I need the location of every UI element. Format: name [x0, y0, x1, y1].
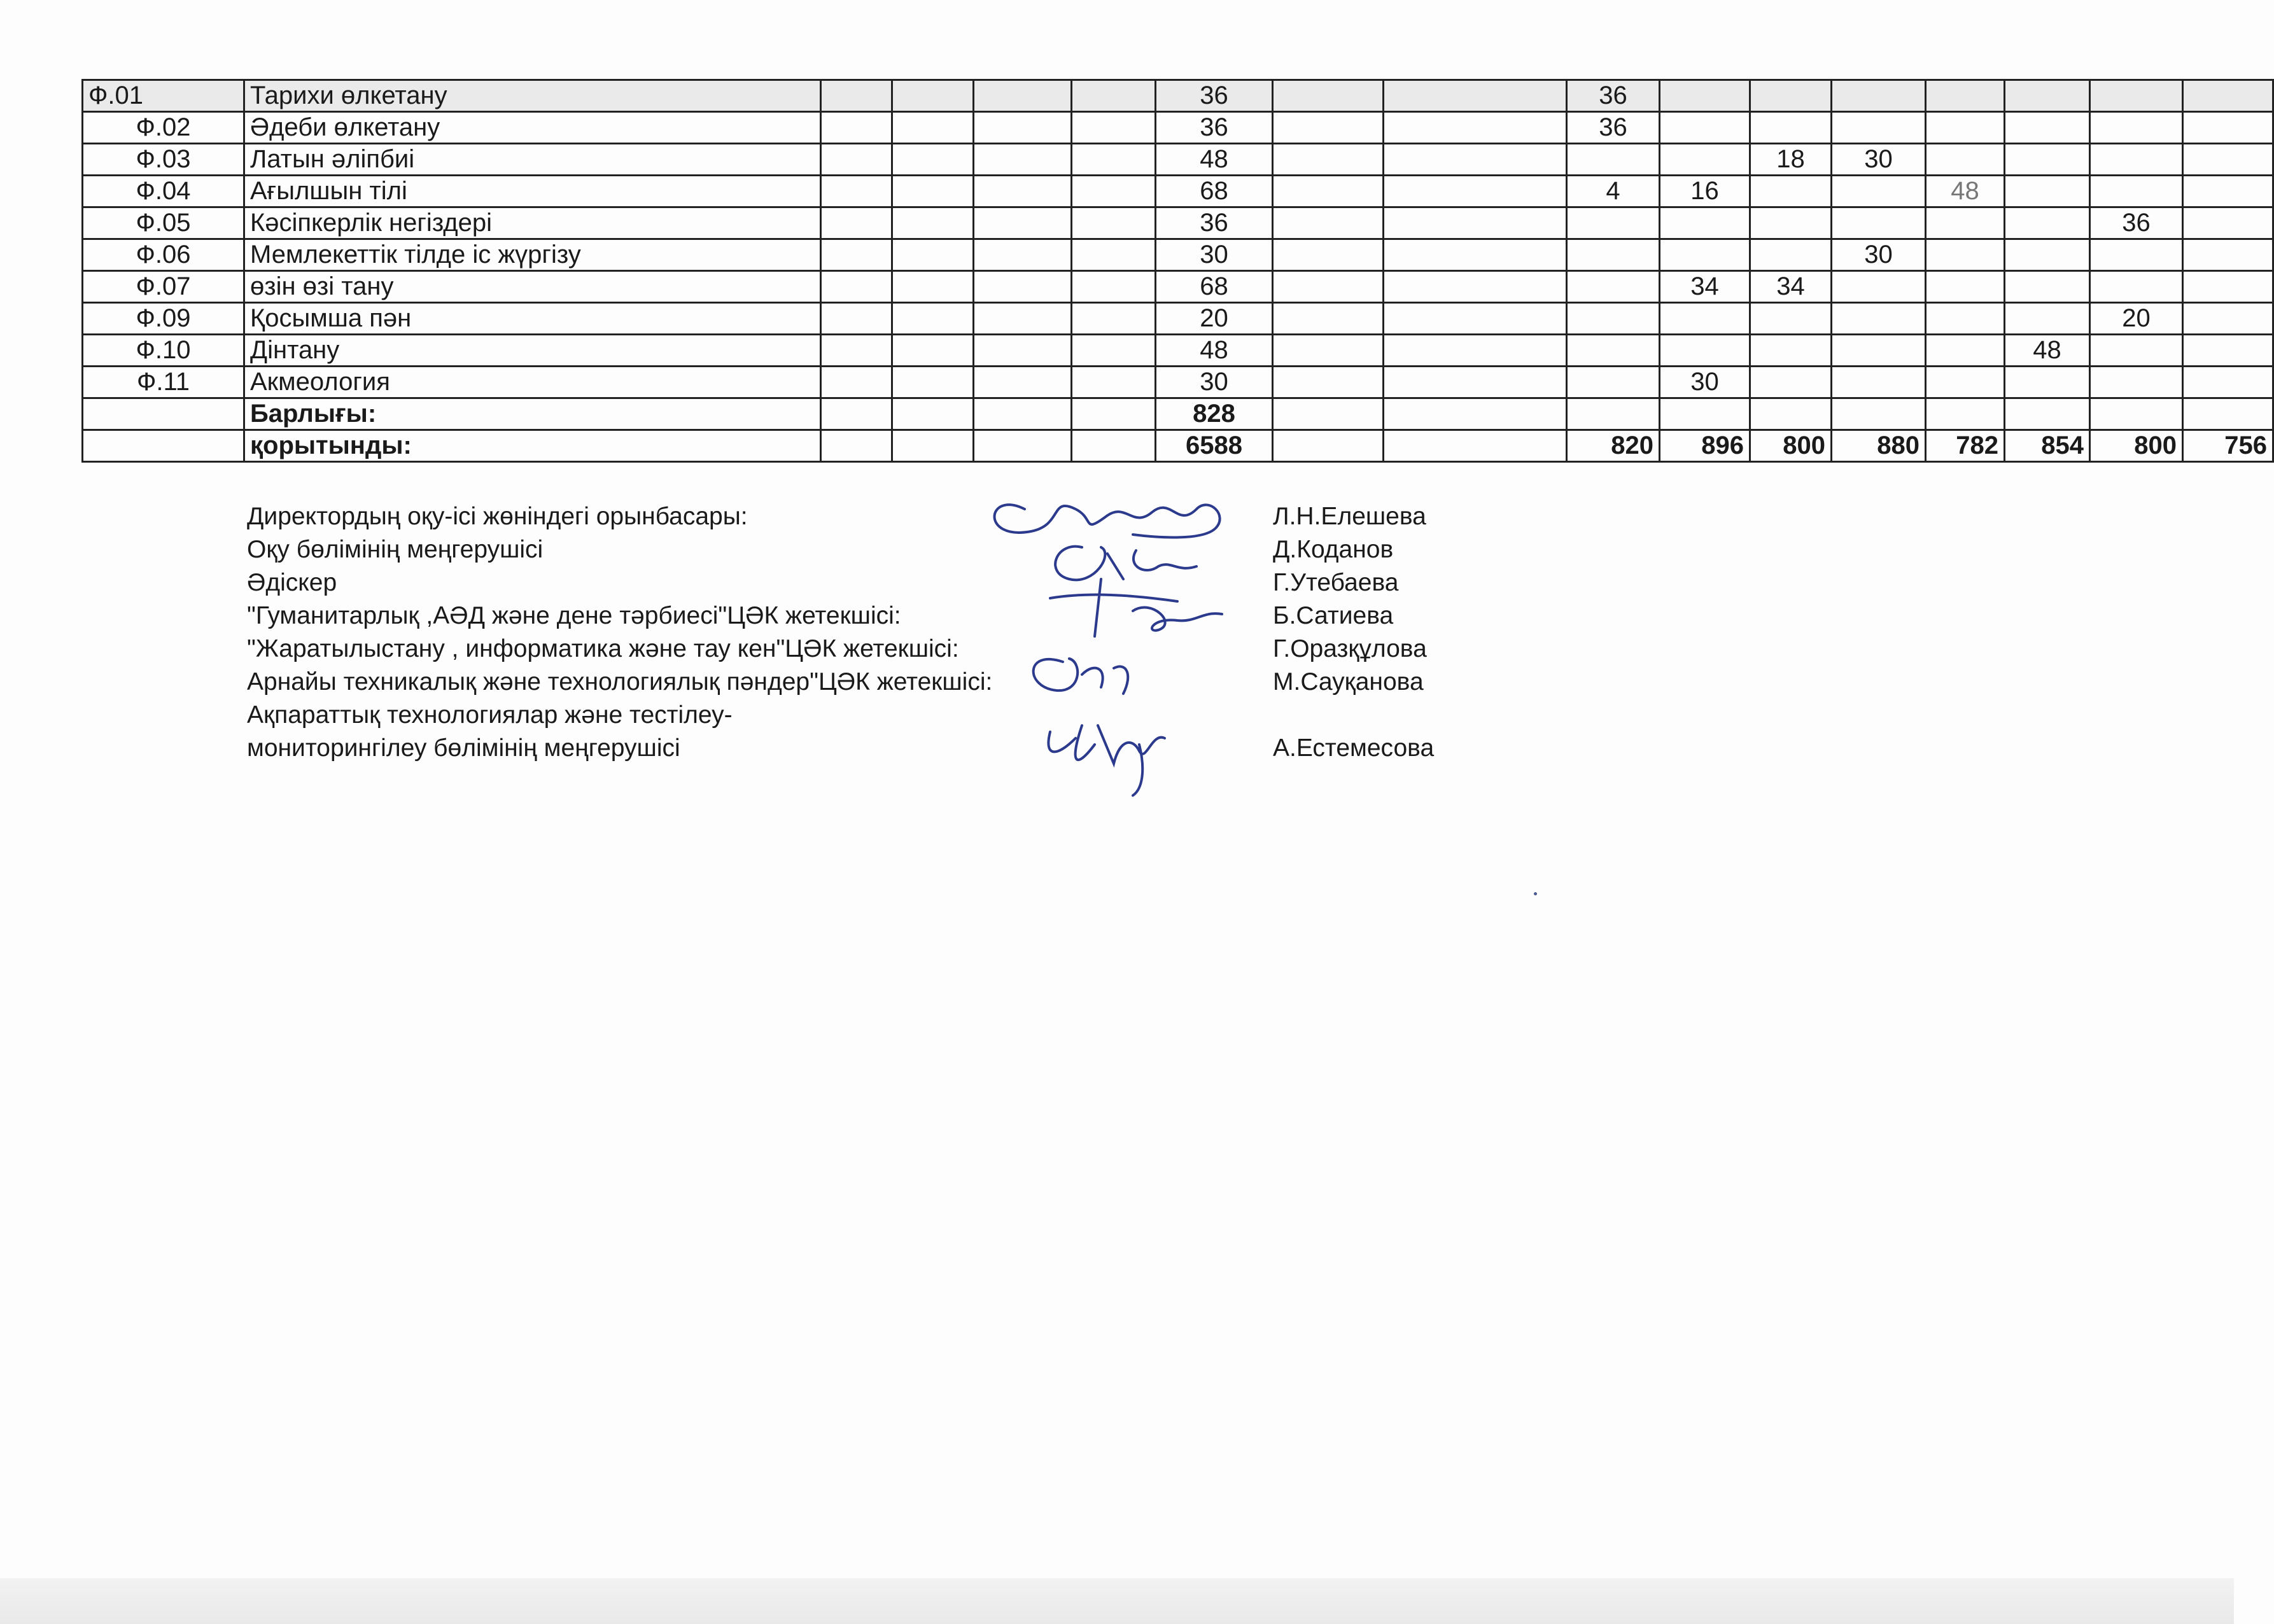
- empty-cell: [974, 80, 1072, 112]
- empty-cell: [892, 430, 974, 462]
- signatory-role: "Жаратылыстану , информатика және тау кен"ЦӘК жетекшісі:: [247, 635, 959, 662]
- empty-cell: [1384, 239, 1567, 271]
- semester-hours: [1926, 335, 2005, 367]
- semester-hours: [1750, 367, 1832, 398]
- semester-hours: [1750, 112, 1832, 144]
- empty-cell: [974, 271, 1072, 303]
- semester-hours: [1926, 80, 2005, 112]
- subtotal-label: Барлығы:: [244, 398, 821, 430]
- empty-cell: [2183, 398, 2273, 430]
- empty-cell: [974, 398, 1072, 430]
- semester-hours: [1567, 207, 1660, 239]
- empty-cell: [892, 176, 974, 207]
- subject-code: Ф.01: [83, 80, 244, 112]
- empty-cell: [892, 303, 974, 335]
- semester-hours: [2090, 367, 2183, 398]
- empty-cell: [1273, 144, 1384, 176]
- table-row: [83, 112, 2273, 144]
- semester-hours: 18: [1750, 144, 1832, 176]
- semester-hours: 4: [1567, 176, 1660, 207]
- grand-total-semester: 896: [1660, 430, 1750, 462]
- table-row: [83, 176, 2273, 207]
- semester-hours: [1567, 335, 1660, 367]
- semester-hours: [1750, 239, 1832, 271]
- signatory-role: Директордың оқу-ісі жөніндегі орынбасары:: [247, 503, 748, 530]
- signatory-role: Оқу бөлімінің меңгерушісі: [247, 536, 544, 563]
- empty-cell: [974, 144, 1072, 176]
- semester-hours: [1660, 112, 1750, 144]
- empty-cell: [974, 207, 1072, 239]
- empty-cell: [892, 239, 974, 271]
- empty-cell: [1660, 398, 1750, 430]
- empty-cell: [1273, 239, 1384, 271]
- empty-cell: [1273, 176, 1384, 207]
- semester-hours: [1832, 303, 1926, 335]
- semester-hours: [2183, 271, 2273, 303]
- grand-total-semester: 800: [1750, 430, 1832, 462]
- semester-hours: [1832, 176, 1926, 207]
- empty-cell: [1072, 80, 1156, 112]
- signatory-name: М.Сауқанова: [1273, 668, 1424, 696]
- empty-cell: [1273, 367, 1384, 398]
- empty-cell: [1384, 207, 1567, 239]
- semester-hours: [2090, 271, 2183, 303]
- semester-hours: [1567, 271, 1660, 303]
- total-hours: 68: [1156, 271, 1273, 303]
- empty-cell: [974, 335, 1072, 367]
- empty-cell: [1072, 144, 1156, 176]
- empty-cell: [1072, 239, 1156, 271]
- grand-total-row: [83, 430, 2273, 462]
- table-row: [83, 144, 2273, 176]
- semester-hours: [1567, 303, 1660, 335]
- empty-cell: [821, 80, 892, 112]
- empty-cell: [1072, 271, 1156, 303]
- grand-total-semester: 782: [1926, 430, 2005, 462]
- semester-hours: 36: [2090, 207, 2183, 239]
- table-row: [83, 335, 2273, 367]
- empty-cell: [892, 80, 974, 112]
- empty-cell: [1384, 367, 1567, 398]
- grand-total-semester: 820: [1567, 430, 1660, 462]
- empty-cell: [1072, 398, 1156, 430]
- subject-name: Қосымша пән: [244, 303, 821, 335]
- signatory-name: Г.Утебаева: [1273, 569, 1399, 596]
- subject-name: Акмеология: [244, 367, 821, 398]
- subject-code: Ф.07: [83, 271, 244, 303]
- semester-hours: [1567, 239, 1660, 271]
- empty-cell: [83, 398, 244, 430]
- semester-hours: [1660, 207, 1750, 239]
- grand-total-semester: 800: [2090, 430, 2183, 462]
- grand-total-semester: 756: [2183, 430, 2273, 462]
- table-body: [83, 80, 2273, 462]
- empty-cell: [1072, 303, 1156, 335]
- subject-code: Ф.04: [83, 176, 244, 207]
- table-row: [83, 367, 2273, 398]
- table-row: [83, 271, 2273, 303]
- empty-cell: [821, 144, 892, 176]
- empty-cell: [892, 335, 974, 367]
- semester-hours: [1926, 367, 2005, 398]
- table-row: [83, 239, 2273, 271]
- semester-hours: [1926, 112, 2005, 144]
- semester-hours: 36: [1567, 112, 1660, 144]
- empty-cell: [1072, 430, 1156, 462]
- empty-cell: [1384, 335, 1567, 367]
- semester-hours: [1750, 335, 1832, 367]
- subject-name: Латын әліпбиі: [244, 144, 821, 176]
- empty-cell: [1273, 303, 1384, 335]
- semester-hours: [1926, 239, 2005, 271]
- semester-hours: [2183, 176, 2273, 207]
- curriculum-table: [81, 79, 2274, 463]
- empty-cell: [1384, 80, 1567, 112]
- handwritten-signatures: [986, 471, 1254, 789]
- empty-cell: [1273, 430, 1384, 462]
- semester-hours: 16: [1660, 176, 1750, 207]
- empty-cell: [1832, 398, 1926, 430]
- empty-cell: [1384, 176, 1567, 207]
- empty-cell: [974, 239, 1072, 271]
- subject-name: Әдеби өлкетану: [244, 112, 821, 144]
- signatory-role: Арнайы техникалық және технологиялық пәндер"ЦӘК жетекшісі:: [247, 668, 993, 696]
- empty-cell: [1384, 271, 1567, 303]
- total-hours: 48: [1156, 144, 1273, 176]
- empty-cell: [1072, 367, 1156, 398]
- empty-cell: [892, 144, 974, 176]
- empty-cell: [1273, 271, 1384, 303]
- subject-name: Тарихи өлкетану: [244, 80, 821, 112]
- empty-cell: [1384, 303, 1567, 335]
- total-hours: 36: [1156, 112, 1273, 144]
- empty-cell: [1273, 398, 1384, 430]
- semester-hours: 34: [1660, 271, 1750, 303]
- total-hours: 36: [1156, 80, 1273, 112]
- subject-code: Ф.06: [83, 239, 244, 271]
- empty-cell: [1384, 112, 1567, 144]
- semester-hours: [2005, 367, 2090, 398]
- semester-hours: [1926, 144, 2005, 176]
- signatory-name: Б.Сатиева: [1273, 602, 1394, 629]
- empty-cell: [892, 398, 974, 430]
- table-row: [83, 207, 2273, 239]
- signatory-name: А.Естемесова: [1273, 734, 1435, 762]
- subject-code: Ф.03: [83, 144, 244, 176]
- semester-hours: [1926, 271, 2005, 303]
- semester-hours: [1750, 207, 1832, 239]
- semester-hours: 48: [2005, 335, 2090, 367]
- semester-hours: [2090, 112, 2183, 144]
- signatory-name: Г.Оразқұлова: [1273, 635, 1427, 662]
- semester-hours: [1832, 112, 1926, 144]
- empty-cell: [821, 430, 892, 462]
- semester-hours: [2090, 239, 2183, 271]
- subject-code: Ф.05: [83, 207, 244, 239]
- semester-hours: 30: [1832, 239, 1926, 271]
- semester-hours: 48: [1926, 176, 2005, 207]
- grand-total-semester: 854: [2005, 430, 2090, 462]
- semester-hours: [2183, 80, 2273, 112]
- semester-hours: [2005, 239, 2090, 271]
- semester-hours: [2183, 144, 2273, 176]
- empty-cell: [1384, 144, 1567, 176]
- semester-hours: [2005, 207, 2090, 239]
- subject-name: Мемлекеттік тілде іс жүргізу: [244, 239, 821, 271]
- semester-hours: [1660, 303, 1750, 335]
- signatory-role: мониторингілеу бөлімінің меңгерушісі: [247, 734, 680, 762]
- total-hours: 20: [1156, 303, 1273, 335]
- grand-total-hours: 6588: [1156, 430, 1273, 462]
- empty-cell: [974, 112, 1072, 144]
- semester-hours: [1567, 367, 1660, 398]
- subtotal-row: [83, 398, 2273, 430]
- semester-hours: [1926, 207, 2005, 239]
- total-hours: 48: [1156, 335, 1273, 367]
- semester-hours: 34: [1750, 271, 1832, 303]
- semester-hours: 30: [1832, 144, 1926, 176]
- empty-cell: [1384, 398, 1567, 430]
- semester-hours: [2183, 335, 2273, 367]
- total-hours: 68: [1156, 176, 1273, 207]
- total-hours: 36: [1156, 207, 1273, 239]
- signatory-role: "Гуманитарлық ,АӘД және дене тәрбиесі"ЦӘК жетекшісі:: [247, 602, 901, 629]
- semester-hours: [2005, 176, 2090, 207]
- subject-code: Ф.11: [83, 367, 244, 398]
- semester-hours: [1750, 80, 1832, 112]
- grand-total-semester: 880: [1832, 430, 1926, 462]
- signatory-name: Д.Коданов: [1273, 536, 1394, 563]
- empty-cell: [1567, 398, 1660, 430]
- signatory-role: Ақпараттық технологиялар және тестілеу-: [247, 701, 733, 729]
- semester-hours: [2090, 80, 2183, 112]
- empty-cell: [1072, 207, 1156, 239]
- signatory-name: Л.Н.Елешева: [1273, 503, 1426, 530]
- empty-cell: [821, 303, 892, 335]
- semester-hours: [2005, 112, 2090, 144]
- empty-cell: [974, 430, 1072, 462]
- semester-hours: [1832, 367, 1926, 398]
- empty-cell: [892, 367, 974, 398]
- empty-cell: [974, 303, 1072, 335]
- scan-bottom-shade: [0, 1578, 2234, 1624]
- empty-cell: [821, 335, 892, 367]
- subject-name: Ағылшын тілі: [244, 176, 821, 207]
- empty-cell: [83, 430, 244, 462]
- signatory-role: Әдіскер: [247, 569, 337, 596]
- empty-cell: [1273, 112, 1384, 144]
- semester-hours: [1832, 207, 1926, 239]
- empty-cell: [974, 176, 1072, 207]
- empty-cell: [821, 398, 892, 430]
- semester-hours: 36: [1567, 80, 1660, 112]
- subtotal-hours: 828: [1156, 398, 1273, 430]
- semester-hours: [1750, 303, 1832, 335]
- subject-code: Ф.02: [83, 112, 244, 144]
- empty-cell: [821, 239, 892, 271]
- subject-name: Дінтану: [244, 335, 821, 367]
- empty-cell: [821, 176, 892, 207]
- empty-cell: [892, 112, 974, 144]
- semester-hours: [2090, 144, 2183, 176]
- empty-cell: [1072, 335, 1156, 367]
- scan-speck: [1534, 892, 1537, 895]
- semester-hours: [2005, 271, 2090, 303]
- semester-hours: 30: [1660, 367, 1750, 398]
- subject-code: Ф.10: [83, 335, 244, 367]
- empty-cell: [821, 367, 892, 398]
- semester-hours: [1660, 335, 1750, 367]
- semester-hours: 20: [2090, 303, 2183, 335]
- empty-cell: [2005, 398, 2090, 430]
- semester-hours: [1832, 335, 1926, 367]
- semester-hours: [1660, 239, 1750, 271]
- total-hours: 30: [1156, 367, 1273, 398]
- empty-cell: [1926, 398, 2005, 430]
- empty-cell: [1273, 80, 1384, 112]
- semester-hours: [2183, 207, 2273, 239]
- semester-hours: [1832, 271, 1926, 303]
- empty-cell: [1384, 430, 1567, 462]
- semester-hours: [2183, 367, 2273, 398]
- semester-hours: [2005, 303, 2090, 335]
- grand-total-label: қорытынды:: [244, 430, 821, 462]
- empty-cell: [1273, 335, 1384, 367]
- semester-hours: [2183, 239, 2273, 271]
- empty-cell: [821, 112, 892, 144]
- semester-hours: [2005, 144, 2090, 176]
- semester-hours: [1926, 303, 2005, 335]
- semester-hours: [1660, 144, 1750, 176]
- semester-hours: [2183, 112, 2273, 144]
- semester-hours: [1750, 176, 1832, 207]
- empty-cell: [2090, 398, 2183, 430]
- empty-cell: [821, 271, 892, 303]
- empty-cell: [974, 367, 1072, 398]
- semester-hours: [1832, 80, 1926, 112]
- semester-hours: [2005, 80, 2090, 112]
- empty-cell: [1750, 398, 1832, 430]
- semester-hours: [2090, 335, 2183, 367]
- semester-hours: [2090, 176, 2183, 207]
- subject-name: өзін өзі тану: [244, 271, 821, 303]
- semester-hours: [1660, 80, 1750, 112]
- empty-cell: [1273, 207, 1384, 239]
- empty-cell: [821, 207, 892, 239]
- subject-code: Ф.09: [83, 303, 244, 335]
- empty-cell: [1072, 112, 1156, 144]
- semester-hours: [2183, 303, 2273, 335]
- subject-name: Кәсіпкерлік негіздері: [244, 207, 821, 239]
- empty-cell: [892, 271, 974, 303]
- table-row: [83, 80, 2273, 112]
- semester-hours: [1567, 144, 1660, 176]
- table-row: [83, 303, 2273, 335]
- empty-cell: [892, 207, 974, 239]
- empty-cell: [1072, 176, 1156, 207]
- total-hours: 30: [1156, 239, 1273, 271]
